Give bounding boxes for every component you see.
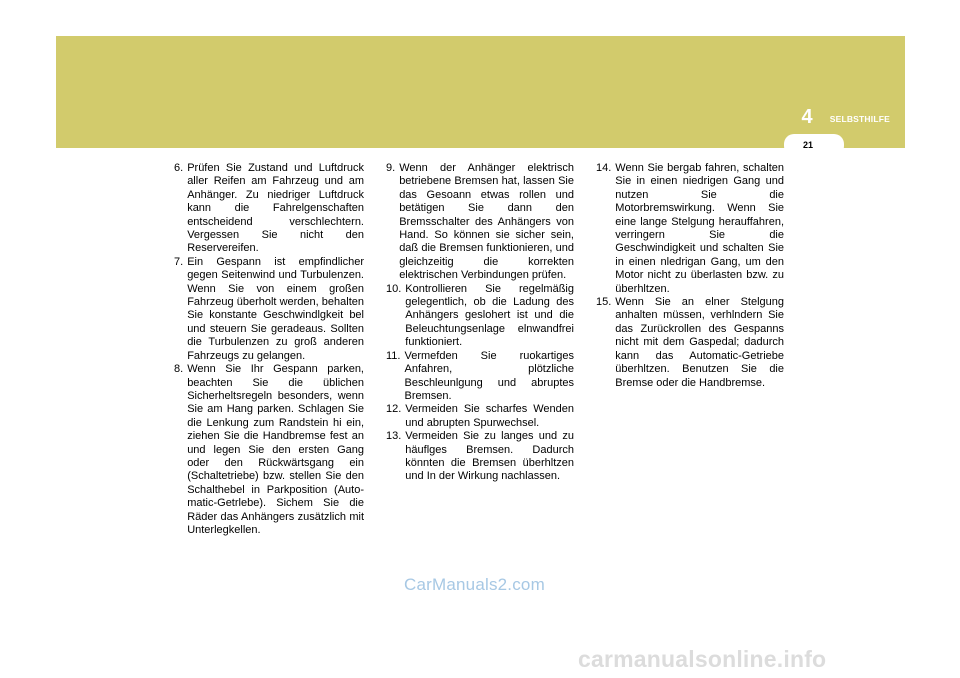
watermark-carmanuals2: CarManuals2.com [404, 575, 545, 594]
list-item [596, 296, 784, 390]
item-number: 7. [174, 255, 184, 268]
item-number: 10. [386, 282, 402, 295]
text-column-1 [174, 162, 364, 537]
item-text: Vermefden Sie ruokartiges Anfahren, plötzliche Beschleunlgung und abruptes Bremsen. [404, 349, 574, 402]
section-label: SELBSTHILFE [829, 114, 890, 124]
list-item [174, 256, 364, 363]
item-number: 6. [174, 162, 184, 174]
item-text: Vermeiden Sie scharfes Wenden und abrupten Spurwechsel. [405, 403, 574, 429]
page-number: 21 [802, 140, 813, 150]
item-text: Prüfen Sie Zustand und Luftdruck aller Reifen am Fahrzeug und am Anhänger. Zu niedriger Luftdruck kann die Fahrelgenschaften entscheidend verschlechtern. Vergessen Sie nicht den Reservereifen. [187, 162, 364, 255]
item-text: Kontrollieren Sie regelmäßig gelegentlich, ob die Ladung des Anhängers geslohert ist und die Beleuchtungsenlage elnwandfrei funktioniert. [405, 282, 574, 349]
list-item [386, 162, 574, 283]
item-number: 9. [386, 162, 396, 174]
list-item [386, 283, 574, 350]
item-text: Wenn Sie Ihr Gespann parken, beachten Sie die üblichen Sicherheltsregeln besonders, wenn Sie am Hang parken. Schlagen Sie die Lenkung zum Randstein hi ein, ziehen Sie die Handbremse fest an und legen Sie den ersten Gang oder den Rückwärtsgang ein (Schaltetriebe) bzw. stellen Sie den Schalthebel in Parkposition (Auto- matic-Getrlebe). Sichem Sie die Räder das Anhängers zusätzlich mit Unterlegkellen. [187, 363, 364, 536]
item-number: 13. [386, 430, 402, 443]
header-band [56, 36, 905, 148]
list-item [596, 162, 784, 296]
text-column-3 [596, 162, 784, 390]
item-text: Ein Gespann ist empfindlicher gegen Seitenwind und Turbulenzen. Wenn Sie von einem großen Fahrzeug überholt werden, behalten Sie konstante Geschwindlgkeit bel und steuern Sie geradeaus. Sollten die Turbulenzen zu groß anderen Fahrzeugs zu gelangen. [187, 255, 364, 362]
list-item [174, 162, 364, 256]
list-item [386, 403, 574, 430]
item-text: Wenn Sie an elner Stelgung anhalten müssen, verhlndern Sie das Zurückrollen des Gespanns nicht mit dem Gaspedal; dadurch kann das Automatic-Getriebe überhltzen. Benutzen Sie die Bremse oder die Handbremse. [615, 296, 784, 389]
list-item [386, 430, 574, 484]
item-number: 11. [386, 349, 401, 362]
item-number: 15. [596, 296, 612, 309]
item-number: 12. [386, 403, 402, 416]
list-item [174, 363, 364, 537]
item-text: Vermeiden Sie zu langes und zu häuflges Bremsen. Dadurch könnten die Bremsen überhltzen und In der Wirkung nachlassen. [405, 430, 574, 483]
item-text: Wenn der Anhänger elektrisch betriebene Bremsen hat, lassen Sie das Gesoann etwas rollen und betätigen Sie dann den Bremsschalter des Anhängers von Hand. So können sie sicher sein, daß die Bremsen funktionieren, und gleichzeitig die korrekten elektrischen Verbindungen prüfen. [399, 162, 574, 282]
item-text: Wenn Sie bergab fahren, schalten Sie in einen niedrigen Gang und nutzen Sie die Motorbremswirkung. Wenn Sie eine lange Stelgung herauffahren, verringern Sie die Geschwindigkeit und schalten Sie in einen nledrigan Gang, um den Motor nicht zu überlasten bzw. zu überhltzen. [615, 162, 784, 295]
item-number: 14. [596, 162, 612, 174]
watermark-carmanualsonline: carmanualsonline.info [578, 646, 827, 672]
chapter-number: 4 [801, 106, 813, 128]
text-column-2 [386, 162, 574, 484]
list-item [386, 350, 574, 404]
item-number: 8. [174, 363, 184, 376]
